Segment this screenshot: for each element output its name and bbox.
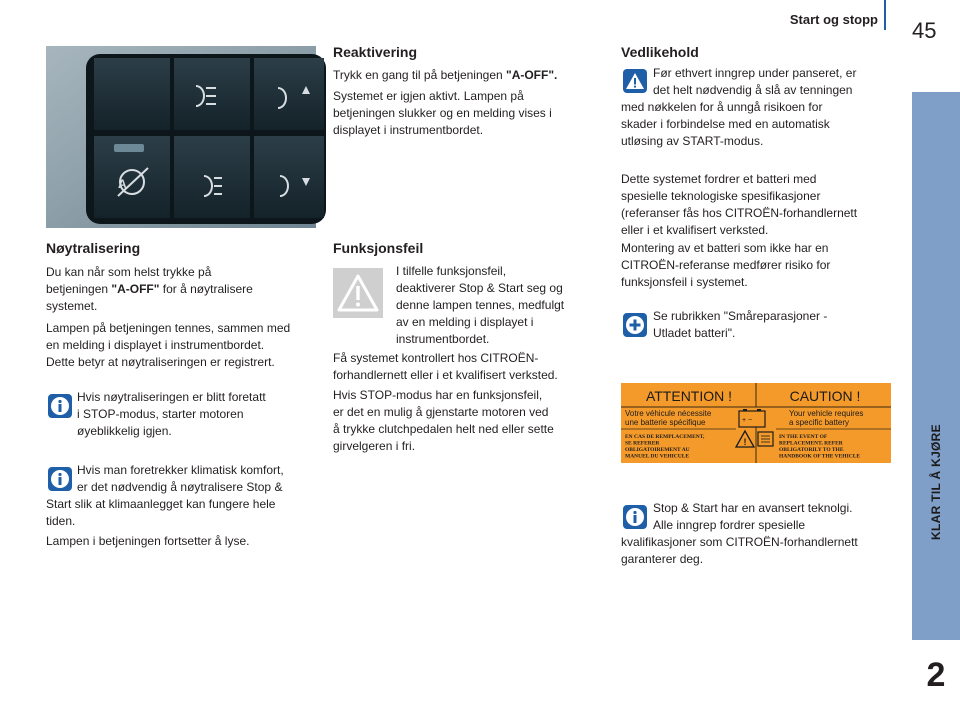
label-en-line-1: Your vehicle requires — [789, 409, 864, 418]
svg-text:!: ! — [743, 437, 747, 447]
plus-icon — [623, 313, 647, 337]
malfunction-text-1: I tilfelle funksjonsfeil, deaktiverer Stop & Start seg og denne lampen tennes, medfulgt av en melding i displayet i instrumentbordet. — [396, 264, 565, 346]
svg-text:MANUEL DU VEHICULE: MANUEL DU VEHICULE — [625, 453, 690, 460]
label-attention: ATTENTION ! — [645, 388, 733, 404]
chapter-number: 2 — [926, 656, 946, 694]
label-caution: CAUTION ! — [789, 388, 861, 404]
heading-neutralisation: Nøytralisering — [46, 240, 141, 256]
running-header: Start og stopp — [789, 12, 878, 27]
svg-text:HANDBOOK OF THE VEHICLE: HANDBOOK OF THE VEHICLE — [779, 453, 861, 460]
control-panel-photo — [46, 46, 316, 228]
lamp-text: Lampen i betjeningen fortsetter å lyse. — [46, 534, 250, 548]
page-number: 45 — [912, 18, 937, 43]
svg-text:EN CAS DE REMPLACEMENT,: EN CAS DE REMPLACEMENT, — [625, 434, 705, 440]
chapter-tab — [912, 92, 960, 694]
svg-text:OBLIGATORILY TO THE: OBLIGATORILY TO THE — [779, 447, 844, 453]
svg-text:REPLACEMENT, REFER: REPLACEMENT, REFER — [779, 440, 843, 447]
reactivation-text-1: Trykk en gang til på betjeningen "A-OFF". — [333, 68, 558, 82]
heading-reactivation: Reaktivering — [333, 44, 418, 60]
battery-warning-label — [621, 383, 891, 463]
info-icon — [48, 394, 72, 418]
battery-text-1: Dette systemet fordrer et batteri med spesielle teknologiske spesifikasjoner (referanser fås hos CITROËN-forhandlernett eller i et kvalifisert verksted. — [621, 172, 858, 237]
malfunction-text-2: Få systemet kontrollert hos CITROËN- forhandlernett eller i et kvalifisert verksted. — [333, 351, 558, 382]
svg-text:OBLIGATOIREMENT AU: OBLIGATOIREMENT AU — [625, 447, 690, 453]
malfunction-text-3: Hvis STOP-modus har en funksjonsfeil, er det en mulig å gjenstarte motoren ved å trykke clutchpedalen helt ned eller sette girvelgeren i fri. — [333, 388, 554, 453]
label-fr-line-1: Votre véhicule nécessite — [625, 409, 712, 418]
svg-text:+ −: + − — [742, 417, 753, 424]
label-fr-line-2: une batterie spécifique — [625, 418, 706, 427]
cross-reference-note: Se rubrikken "Småreparasjoner - Utladet batteri". — [653, 309, 828, 340]
neutralisation-text-2: Lampen på betjeningen tennes, sammen med en melding i displayet i instrumentbordet. Dette betyr at nøytraliseringen er registrert. — [46, 321, 291, 369]
header-rule — [884, 0, 886, 30]
heading-maintenance: Vedlikehold — [621, 44, 699, 60]
info-note-1: Hvis nøytraliseringen er blitt foretatt i STOP-modus, starter motoren øyeblikkelig igjen. — [77, 390, 266, 438]
maintenance-warning: Før ethvert inngrep under panseret, er det helt nødvendig å slå av tenningen med nøkkelen for å unngå risikoen for skader i forbindelse med en automatisk utløsing av START-modus. — [621, 66, 857, 148]
svg-text:SE REFERER: SE REFERER — [625, 440, 660, 447]
heading-malfunction: Funksjonsfeil — [333, 240, 424, 256]
reactivation-text-2: Systemet er igjen aktivt. Lampen på betjeningen slukker og en melding vises i displayet i instrumentbordet. — [333, 89, 552, 137]
info-note-2: Hvis man foretrekker klimatisk komfort, er det nødvendig å nøytralisere Stop & Start slik at klimaanlegget kan fungere hele tiden. — [46, 463, 284, 528]
svg-text:A: A — [118, 177, 127, 191]
chapter-number-box — [912, 648, 960, 712]
label-en-line-2: a specific battery — [789, 418, 850, 427]
battery-text-2: Montering av et batteri som ikke har en CITROËN-referanse medfører risiko for funksjonsfeil i systemet. — [621, 241, 831, 289]
neutralisation-text-1: Du kan når som helst trykke på betjeningen "A-OFF" for å nøytralisere systemet. — [46, 265, 253, 313]
technology-note: Stop & Start har en avansert teknolgi. Alle inngrep fordrer spesielle kvalifikasjoner som CITROËN-forhandlernett garanterer deg. — [621, 501, 858, 566]
chapter-title: KLAR TIL Å KJØRE — [929, 424, 943, 540]
warning-triangle-icon — [333, 268, 383, 318]
svg-text:IN THE EVENT OF: IN THE EVENT OF — [779, 434, 828, 440]
